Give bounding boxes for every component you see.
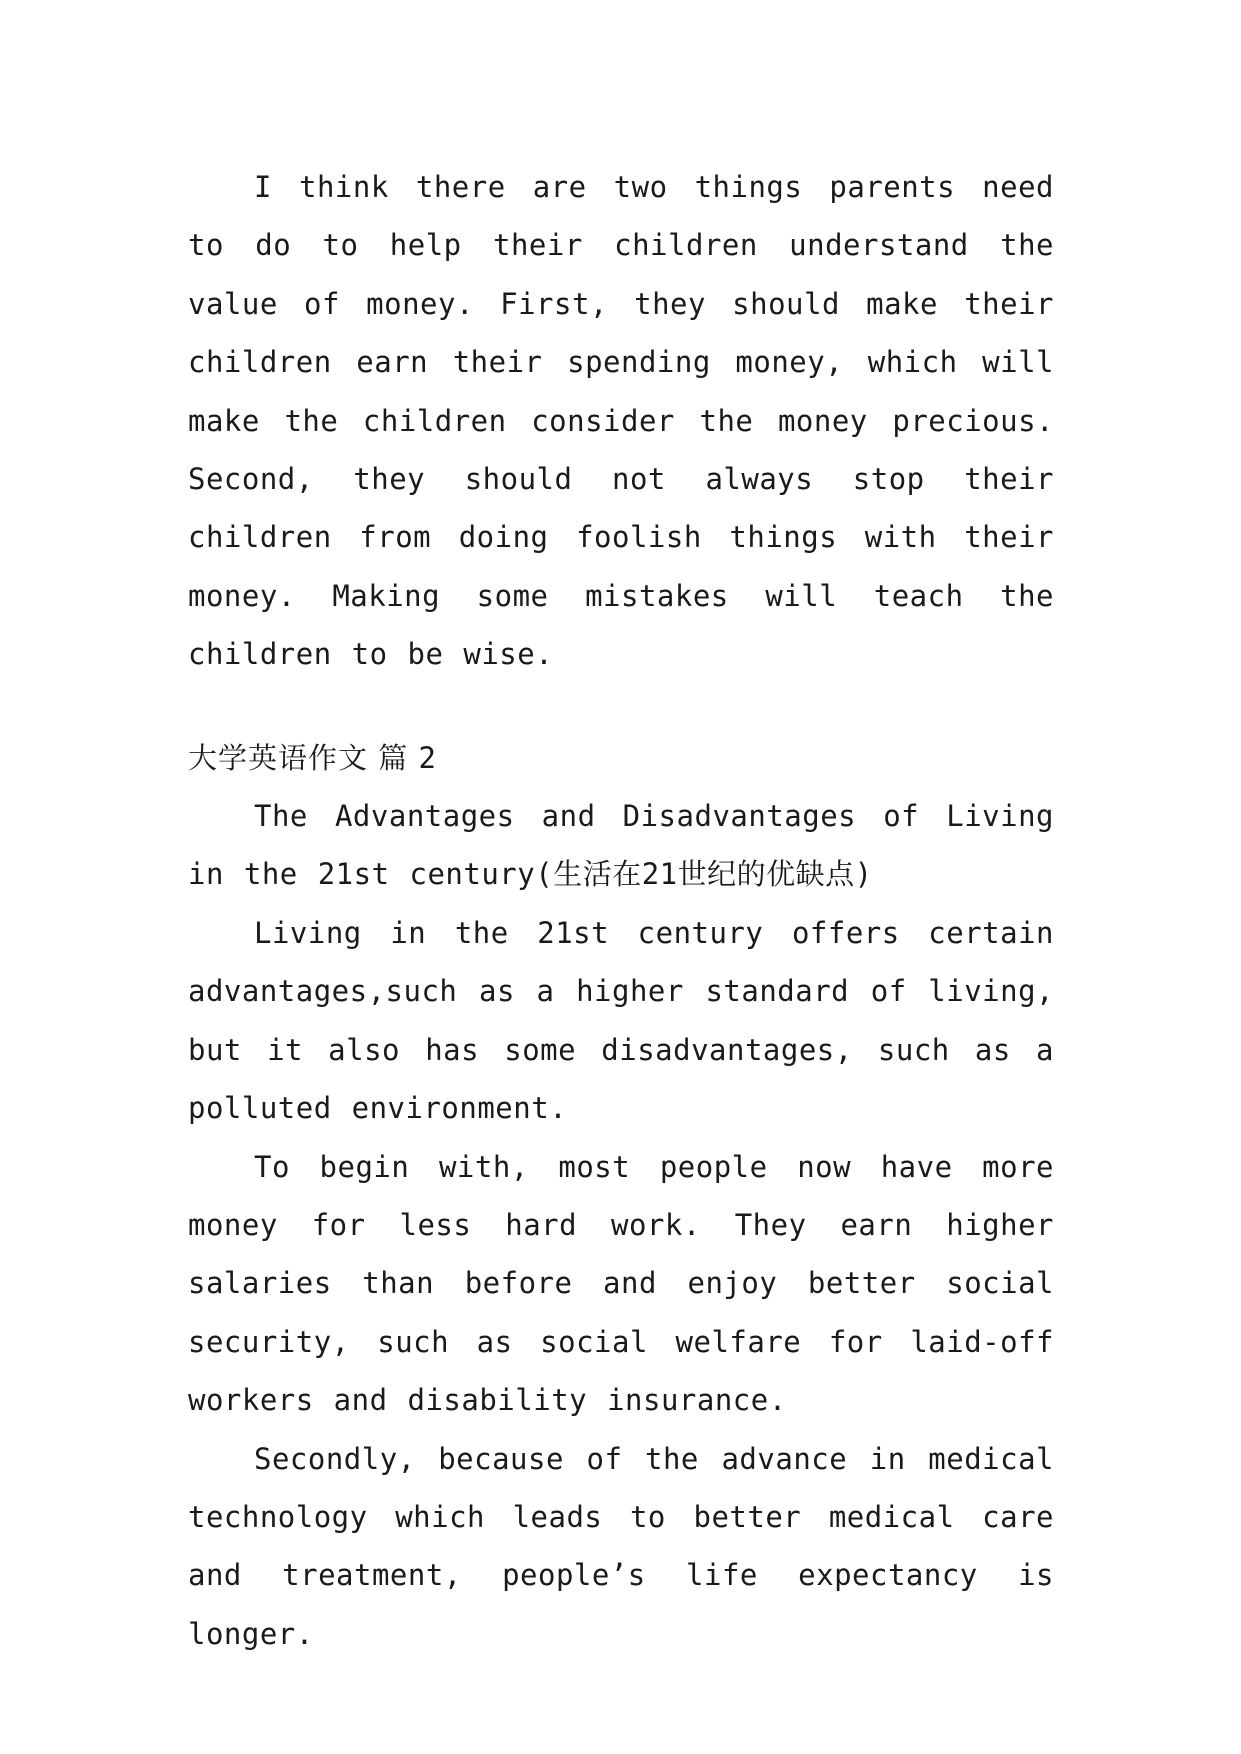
paragraph-parents-money: I think there are two things parents need to do to help their children understand the value of money. First, they should make their children earn their spending money, which will make the children consider the money precious. Second, they should not always stop their children from doing foolish things with their money. Making some mistakes will teach the children to be wise. [188, 170, 1054, 672]
section-heading [188, 729, 1054, 787]
essay-title: The Advantages and Disadvantages of Living in the 21st century(生活在21世纪的优缺点) [188, 799, 1054, 892]
section-spacer [188, 684, 1054, 729]
document-page [188, 158, 1054, 1663]
paragraph-intro: Living in the 21st century offers certain advantages,such as a higher standard of living, but it also has some disadvantages, such as a polluted environment. [188, 915, 1054, 1126]
section-heading-text: 大学英语作文 篇 [188, 740, 409, 775]
paragraph-medical: Secondly, because of the advance in medical technology which leads to better medical care and treatment, people’s life expectancy is longer. [188, 1441, 1054, 1651]
paragraph-more-money: To begin with, most people now have more money for less hard work. They earn higher salaries than before and enjoy better social security, such as social welfare for laid-off workers and disability insurance. [188, 1149, 1054, 1418]
section-number: 2 [418, 740, 437, 775]
